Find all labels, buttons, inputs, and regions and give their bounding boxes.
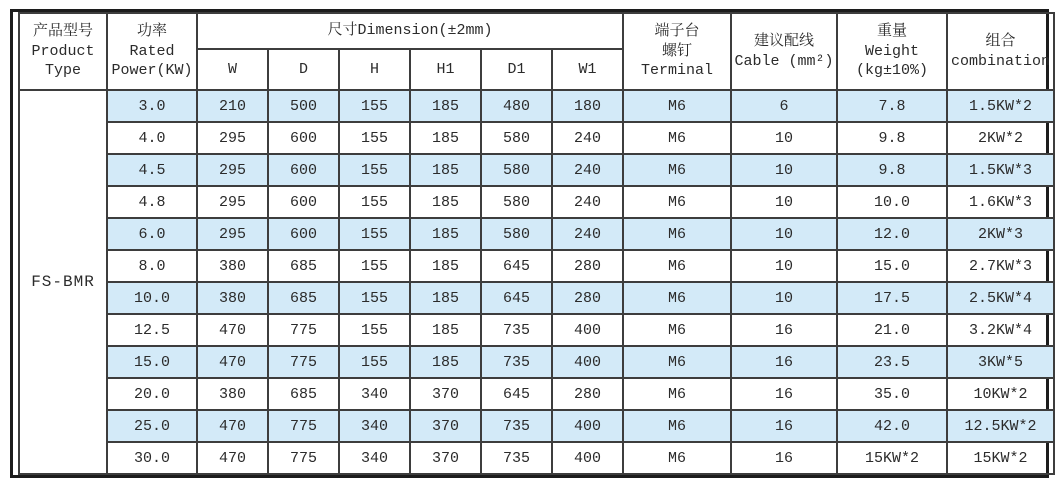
cell-dim-w: 295 xyxy=(197,218,268,250)
cell-rated-power: 4.8 xyxy=(107,186,197,218)
cell-dim-d1: 735 xyxy=(481,314,552,346)
cell-dim-d1: 645 xyxy=(481,250,552,282)
cell-combination: 2KW*2 xyxy=(947,122,1054,154)
table-header xyxy=(19,13,1054,90)
header-weight xyxy=(837,13,947,90)
cell-dim-h1: 370 xyxy=(410,378,481,410)
cell-rated-power: 8.0 xyxy=(107,250,197,282)
cell-terminal: M6 xyxy=(623,186,731,218)
cell-dim-h1: 185 xyxy=(410,282,481,314)
cell-cable: 10 xyxy=(731,250,837,282)
header-dim-d: D xyxy=(268,49,339,90)
cell-dim-w: 295 xyxy=(197,186,268,218)
cell-dim-w1: 280 xyxy=(552,282,623,314)
cell-combination: 1.5KW*2 xyxy=(947,90,1054,122)
table-row xyxy=(19,378,1054,410)
cell-weight: 17.5 xyxy=(837,282,947,314)
cell-dim-h: 155 xyxy=(339,282,410,314)
header-combination xyxy=(947,13,1054,90)
cell-combination: 3KW*5 xyxy=(947,346,1054,378)
cell-dim-w: 295 xyxy=(197,122,268,154)
header-terminal-en: Terminal xyxy=(641,62,714,80)
header-dim-w1: W1 xyxy=(552,49,623,90)
cell-rated-power: 25.0 xyxy=(107,410,197,442)
cell-cable: 16 xyxy=(731,410,837,442)
cell-dim-d1: 580 xyxy=(481,122,552,154)
cell-cable: 16 xyxy=(731,346,837,378)
table-row xyxy=(19,250,1054,282)
cell-dim-d1: 580 xyxy=(481,186,552,218)
cell-dim-w: 470 xyxy=(197,346,268,378)
cell-dim-h1: 185 xyxy=(410,250,481,282)
cell-dim-d: 775 xyxy=(268,346,339,378)
cell-combination: 2.7KW*3 xyxy=(947,250,1054,282)
cell-rated-power: 30.0 xyxy=(107,442,197,474)
cell-rated-power: 15.0 xyxy=(107,346,197,378)
cell-weight: 15KW*2 xyxy=(837,442,947,474)
cell-terminal: M6 xyxy=(623,154,731,186)
cell-dim-h1: 185 xyxy=(410,90,481,122)
cell-weight: 42.0 xyxy=(837,410,947,442)
cell-dim-d1: 735 xyxy=(481,346,552,378)
cell-dim-w1: 400 xyxy=(552,410,623,442)
cell-dim-h: 340 xyxy=(339,378,410,410)
cell-cable: 16 xyxy=(731,314,837,346)
cell-cable: 10 xyxy=(731,154,837,186)
cell-dim-h: 155 xyxy=(339,122,410,154)
cell-dim-h1: 185 xyxy=(410,154,481,186)
table-row xyxy=(19,410,1054,442)
cell-dim-w: 470 xyxy=(197,410,268,442)
cell-dim-d: 775 xyxy=(268,410,339,442)
cell-dim-w: 470 xyxy=(197,442,268,474)
cell-dim-w: 210 xyxy=(197,90,268,122)
cell-dim-w1: 400 xyxy=(552,346,623,378)
cell-cable: 16 xyxy=(731,378,837,410)
header-dim-d1: D1 xyxy=(481,49,552,90)
table-body xyxy=(19,90,1054,474)
header-weight-tolerance: (kg±10%) xyxy=(856,62,929,80)
table-row xyxy=(19,346,1054,378)
cell-dim-h1: 185 xyxy=(410,218,481,250)
cell-dim-d: 600 xyxy=(268,122,339,154)
cell-dim-d1: 735 xyxy=(481,442,552,474)
header-product-type-en2: Type xyxy=(44,62,81,80)
cell-dim-d: 685 xyxy=(268,282,339,314)
cell-weight: 7.8 xyxy=(837,90,947,122)
cell-dim-w: 380 xyxy=(197,282,268,314)
cell-rated-power: 10.0 xyxy=(107,282,197,314)
header-dimension: 尺寸Dimension(±2mm) xyxy=(197,13,623,49)
cell-weight: 35.0 xyxy=(837,378,947,410)
cell-dim-d: 685 xyxy=(268,378,339,410)
cell-terminal: M6 xyxy=(623,314,731,346)
cell-dim-w: 470 xyxy=(197,314,268,346)
cell-combination: 2.5KW*4 xyxy=(947,282,1054,314)
cell-dim-w1: 240 xyxy=(552,218,623,250)
cell-terminal: M6 xyxy=(623,442,731,474)
cell-dim-h: 155 xyxy=(339,218,410,250)
product-spec-table xyxy=(18,12,1055,475)
header-combination-en: combination xyxy=(951,52,1051,70)
table-row xyxy=(19,282,1054,314)
table-row xyxy=(19,122,1054,154)
spec-table-frame xyxy=(10,9,1049,478)
header-dim-h1: H1 xyxy=(410,49,481,90)
cell-cable: 10 xyxy=(731,122,837,154)
cell-product-model: FS-BMR xyxy=(19,90,107,474)
cell-dim-w1: 180 xyxy=(552,90,623,122)
cell-weight: 10.0 xyxy=(837,186,947,218)
cell-dim-w1: 240 xyxy=(552,186,623,218)
cell-dim-d1: 580 xyxy=(481,154,552,186)
cell-dim-h: 155 xyxy=(339,90,410,122)
cell-dim-h: 340 xyxy=(339,442,410,474)
header-rated-power xyxy=(107,13,197,90)
cell-dim-h1: 370 xyxy=(410,442,481,474)
cell-dim-w1: 240 xyxy=(552,122,623,154)
cell-dim-h: 155 xyxy=(339,250,410,282)
cell-weight: 15.0 xyxy=(837,250,947,282)
cell-cable: 16 xyxy=(731,442,837,474)
cell-dim-h1: 185 xyxy=(410,122,481,154)
table-row xyxy=(19,154,1054,186)
cell-dim-d: 775 xyxy=(268,314,339,346)
header-cable xyxy=(731,13,837,90)
cell-dim-d: 685 xyxy=(268,250,339,282)
header-dim-h: H xyxy=(339,49,410,90)
header-rated-power-zh: 功率 xyxy=(136,23,167,41)
cell-combination: 1.5KW*3 xyxy=(947,154,1054,186)
cell-dim-d: 600 xyxy=(268,218,339,250)
cell-dim-w: 380 xyxy=(197,378,268,410)
header-combination-zh: 组合 xyxy=(985,33,1016,50)
header-weight-en: Weight xyxy=(865,42,920,60)
cell-dim-w1: 280 xyxy=(552,378,623,410)
cell-combination: 15KW*2 xyxy=(947,442,1054,474)
cell-combination: 3.2KW*4 xyxy=(947,314,1054,346)
cell-rated-power: 6.0 xyxy=(107,218,197,250)
cell-dim-d1: 645 xyxy=(481,282,552,314)
cell-combination: 10KW*2 xyxy=(947,378,1054,410)
table-row xyxy=(19,218,1054,250)
cell-rated-power: 3.0 xyxy=(107,90,197,122)
cell-weight: 21.0 xyxy=(837,314,947,346)
cell-cable: 10 xyxy=(731,282,837,314)
cell-combination: 12.5KW*2 xyxy=(947,410,1054,442)
cell-weight: 23.5 xyxy=(837,346,947,378)
cell-dim-h1: 370 xyxy=(410,410,481,442)
header-rated-power-en1: Rated xyxy=(129,42,175,60)
header-weight-zh: 重量 xyxy=(877,23,908,41)
cell-dim-h1: 185 xyxy=(410,346,481,378)
header-terminal-zh2: 螺钉 xyxy=(662,42,693,60)
cell-rated-power: 20.0 xyxy=(107,378,197,410)
cell-dim-w: 295 xyxy=(197,154,268,186)
cell-terminal: M6 xyxy=(623,122,731,154)
cell-dim-h: 155 xyxy=(339,186,410,218)
cell-dim-d1: 735 xyxy=(481,410,552,442)
cell-dim-h1: 185 xyxy=(410,314,481,346)
cell-dim-h1: 185 xyxy=(410,186,481,218)
cell-terminal: M6 xyxy=(623,218,731,250)
cell-dim-d: 775 xyxy=(268,442,339,474)
cell-terminal: M6 xyxy=(623,90,731,122)
cell-dim-d1: 480 xyxy=(481,90,552,122)
header-rated-power-en2: Power(KW) xyxy=(111,62,193,80)
cell-dim-d: 600 xyxy=(268,154,339,186)
cell-dim-h: 155 xyxy=(339,154,410,186)
cell-combination: 2KW*3 xyxy=(947,218,1054,250)
cell-dim-h: 155 xyxy=(339,314,410,346)
cell-dim-w1: 240 xyxy=(552,154,623,186)
cell-cable: 10 xyxy=(731,218,837,250)
header-terminal xyxy=(623,13,731,90)
cell-dim-h: 340 xyxy=(339,410,410,442)
cell-dim-w1: 280 xyxy=(552,250,623,282)
header-cable-en: Cable (mm²) xyxy=(734,52,834,70)
cell-dim-w1: 400 xyxy=(552,442,623,474)
header-terminal-zh1: 端子台 xyxy=(654,23,700,41)
cell-rated-power: 4.0 xyxy=(107,122,197,154)
cell-rated-power: 12.5 xyxy=(107,314,197,346)
cell-cable: 6 xyxy=(731,90,837,122)
cell-terminal: M6 xyxy=(623,410,731,442)
cell-terminal: M6 xyxy=(623,346,731,378)
cell-terminal: M6 xyxy=(623,378,731,410)
cell-rated-power: 4.5 xyxy=(107,154,197,186)
cell-dim-h: 155 xyxy=(339,346,410,378)
header-cable-zh: 建议配线 xyxy=(754,33,815,50)
cell-combination: 1.6KW*3 xyxy=(947,186,1054,218)
cell-dim-d1: 580 xyxy=(481,218,552,250)
cell-terminal: M6 xyxy=(623,282,731,314)
table-row xyxy=(19,442,1054,474)
cell-cable: 10 xyxy=(731,186,837,218)
header-product-type xyxy=(19,13,107,90)
table-row xyxy=(19,314,1054,346)
header-product-type-zh: 产品型号 xyxy=(32,23,93,41)
cell-terminal: M6 xyxy=(623,250,731,282)
cell-dim-w: 380 xyxy=(197,250,268,282)
cell-dim-d: 600 xyxy=(268,186,339,218)
table-row xyxy=(19,186,1054,218)
header-product-type-en1: Product xyxy=(31,42,95,60)
table-row xyxy=(19,90,1054,122)
header-dim-w: W xyxy=(197,49,268,90)
cell-dim-w1: 400 xyxy=(552,314,623,346)
cell-weight: 12.0 xyxy=(837,218,947,250)
cell-weight: 9.8 xyxy=(837,154,947,186)
cell-weight: 9.8 xyxy=(837,122,947,154)
cell-dim-d1: 645 xyxy=(481,378,552,410)
cell-dim-d: 500 xyxy=(268,90,339,122)
